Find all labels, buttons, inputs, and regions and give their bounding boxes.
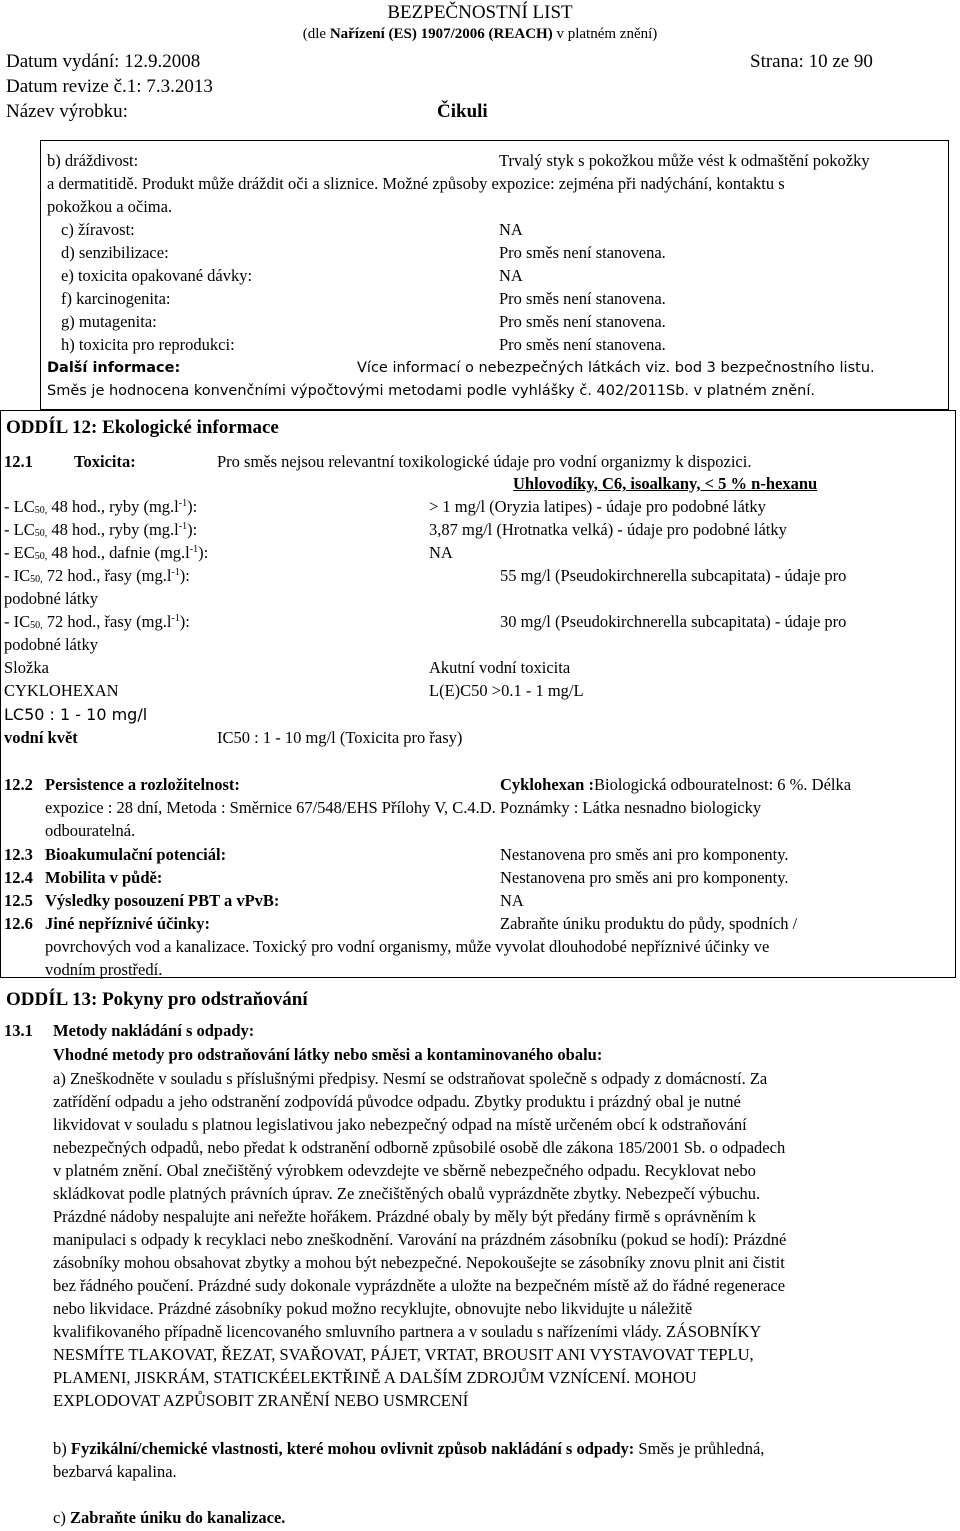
disposal-text-line: zásobníky mohou obsahovat zbytky a mohou být nebezpečné. Nepokoušejte se zásobníky znovu plnit ani čistit [53, 1253, 785, 1272]
disposal-text-line: likvidovat v souladu s platnou legislativou jako nebezpečný odpad na místě určeném obcí k odstraňování [53, 1115, 747, 1134]
other-info-value: Více informací o nebezpečných látkách viz. bod 3 bezpečnostního listu. [357, 360, 875, 376]
tox-value-continuation-1: podobné látky [4, 589, 98, 608]
revision-date: Datum revize č.1: 7.3.2013 [6, 76, 213, 97]
persistence-value-substance: Cyklohexan : [500, 775, 594, 794]
tox-value-ic50-algae-1: 55 mg/l (Pseudokirchnerella subcapitata) - údaje pro [500, 566, 847, 585]
document-title: BEZPEČNOSTNÍ LIST [387, 2, 573, 23]
tox-value-ic50-algae-2: 30 mg/l (Pseudokirchnerella subcapitata) - údaje pro [500, 612, 847, 631]
mutagenicity-label: g) mutagenita: [61, 312, 157, 331]
other-effects-label: Jiné nepříznivé účinky: [45, 914, 211, 933]
physchem-prefix: b) [53, 1439, 71, 1458]
tox-row-ic50-algae-2: - $IC_{50,}$ 72 hod., řasy $(mg.l^{-1})$: [4, 612, 190, 631]
irritancy-continuation-2: pokožkou a očima. [47, 197, 173, 216]
corrosivity-value: NA [499, 220, 523, 239]
carcinogenicity-value: Pro směs není stanovena. [499, 289, 666, 308]
disposal-text-line: Prázdné nádoby nespalujte ani neřežte hořákem. Prázdné obaly by měly být předány firmě s oprávněním k [53, 1207, 756, 1226]
acute-toxicity-label: Akutní vodní toxicita [429, 658, 571, 677]
bioaccumulation-number: 12.3 [4, 845, 33, 864]
disposal-text-line: zatřídění odpadu a jeho odstranění zodpovídá původce odpadu. Zbytky produktu i prázdný obal je nutné [53, 1092, 741, 1111]
pbt-value: NA [500, 891, 524, 910]
tox-row-lc50-fish-1: - $LC_{50,}$ 48 hod., ryby $(mg.l^{-1})$: [4, 497, 198, 516]
section-12-heading: ODDÍL 12: Ekologické informace [6, 417, 279, 438]
irritancy-continuation-1: a dermatitidě. Produkt může dráždit oči a sliznice. Možné způsoby expozice: zejména při nadýchání, kontaktu s [47, 174, 785, 193]
toxicity-label: Toxicita: [74, 452, 136, 471]
toxicity-number: 12.1 [4, 452, 33, 471]
disposal-text-line: EXPLODOVAT AZPŮSOBIT ZRANĚNÍ NEBO USMRCENÍ [53, 1391, 469, 1410]
tox-row-ec50-daphnia: - $EC_{50,}$ 48 hod., dafnie $(mg.l^{-1})$: [4, 543, 209, 562]
sewer-warning-line [53, 1506, 285, 1529]
other-info-label: Další informace: [47, 360, 181, 376]
persistence-value-text: Biologická odbouratelnost: 6 %. Délka [593, 775, 852, 794]
component-name: CYKLOHEXAN [4, 681, 119, 700]
repeated-dose-label: e) toxicita opakované dávky: [61, 266, 253, 285]
sewer-warning-text: Zabraňte úniku do kanalizace. [69, 1508, 286, 1527]
sensitisation-value: Pro směs není stanovena. [499, 243, 666, 262]
lc50-line: LC50 : 1 - 10 mg/l [4, 705, 148, 724]
disposal-text-line: nebezpečných odpadů, nebo předat k odstranění odborně způsobilé osobě dle zákona 185/2001 Sb. o odpadech [53, 1138, 786, 1157]
reproductive-value: Pro směs není stanovena. [499, 335, 666, 354]
disposal-text-line: v platném znění. Obal znečištěný výrobkem odevzdejte ve sběrně nebezpečného odpadu. Recyklovat nebo [53, 1161, 756, 1180]
disposal-methods-heading: Vhodné metody pro odstraňování látky nebo směsi a kontaminovaného obalu: [53, 1045, 603, 1064]
other-effects-continuation-2: vodním prostředí. [45, 960, 163, 979]
other-effects-number: 12.6 [4, 914, 33, 933]
subtitle-regulation: Nařízení (ES) 1907/2006 (REACH) [329, 26, 553, 42]
component-value: L(E)C50 >0.1 - 1 mg/L [429, 681, 584, 700]
component-label: Složka [4, 658, 49, 677]
mutagenicity-value: Pro směs není stanovena. [499, 312, 666, 331]
bioaccumulation-value: Nestanovena pro směs ani pro komponenty. [500, 845, 789, 864]
reproductive-label: h) toxicita pro reprodukci: [61, 335, 235, 354]
carcinogenicity-label: f) karcinogenita: [61, 289, 171, 308]
physchem-properties-line [53, 1437, 764, 1460]
algal-bloom-label: vodní květ [4, 728, 78, 747]
other-effects-continuation-1: povrchových vod a kanalizace. Toxický pro vodní organismy, může vyvolat dlouhodobé nepříznivé účinky ve [45, 937, 770, 956]
product-label: Název výrobku: [6, 101, 128, 122]
persistence-number: 12.2 [4, 775, 33, 794]
method-note: Směs je hodnocena konvenčními výpočtovými metodami podle vyhlášky č. 402/2011Sb. v platném znění. [47, 383, 816, 399]
tox-row-lc50-fish-2: - $LC_{50,}$ 48 hod., ryby $(mg.l^{-1})$: [4, 520, 198, 539]
mobility-label: Mobilita v půdě: [45, 868, 163, 887]
disposal-text-line: PLAMENI, JISKRÁM, STATICKÉELEKTŘINĚ A DALŠÍM ZDROJŮM VZNÍCENÍ. MOHOU [53, 1368, 697, 1387]
disposal-text-line: manipulaci s odpady k recyklaci nebo zneškodnění. Varování na prázdném zásobníku (pokud se hodí): Prázdné [53, 1230, 787, 1249]
tox-value-ec50-daphnia: NA [429, 543, 453, 562]
issue-date: Datum vydání: 12.9.2008 [6, 51, 201, 72]
sewer-warning-prefix: c) [53, 1508, 70, 1527]
toxicity-text: Pro směs nejsou relevantní toxikologické údaje pro vodní organizmy k dispozici. [217, 452, 752, 471]
disposal-text-line: nebo likvidace. Prázdné zásobníky pokud možno recyklujte, obnovujte nebo likvidujte u náležitě [53, 1299, 693, 1318]
bioaccumulation-label: Bioakumulační potenciál: [45, 845, 227, 864]
pbt-label: Výsledky posouzení PBT a vPvB: [45, 891, 280, 910]
physchem-label: Fyzikální/chemické vlastnosti, které mohou ovlivnit způsob nakládání s odpady: [70, 1439, 635, 1458]
section-13-heading: ODDÍL 13: Pokyny pro odstraňování [6, 989, 308, 1010]
disposal-text-line: a) Zneškodněte v souladu s příslušnými předpisy. Nesmí se odstraňovat společně s odpady z domácností. Za [53, 1069, 768, 1088]
persistence-continuation-2: odbouratelná. [45, 821, 136, 840]
waste-methods-number: 13.1 [4, 1021, 33, 1040]
subtitle-suffix: v platném znění) [552, 26, 658, 42]
irritancy-label: b) dráždivost: [47, 151, 139, 170]
tox-value-lc50-fish-2: 3,87 mg/l (Hrotnatka velká) - údaje pro podobné látky [429, 520, 787, 539]
physchem-continuation: bezbarvá kapalina. [53, 1462, 177, 1481]
mobility-number: 12.4 [4, 868, 33, 887]
irritancy-value: Trvalý styk s pokožkou může vést k odmaštění pokožky [499, 151, 870, 170]
product-name: Čikuli [437, 101, 488, 122]
pbt-number: 12.5 [4, 891, 33, 910]
other-effects-value: Zabraňte úniku produktu do půdy, spodních / [500, 914, 798, 933]
regulation-subtitle [0, 24, 960, 44]
repeated-dose-value: NA [499, 266, 523, 285]
persistence-label: Persistence a rozložitelnost: [45, 775, 240, 794]
algal-bloom-value: IC50 : 1 - 10 mg/l (Toxicita pro řasy) [217, 728, 463, 747]
disposal-text-line: bez řádného poučení. Prázdné sudy dokonale vyprázdněte a uložte na bezpečném místě až do řádné regenerace [53, 1276, 786, 1295]
persistence-value [500, 773, 851, 796]
disposal-text-line: NESMÍTE TLAKOVAT, ŘEZAT, SVAŘOVAT, PÁJET, VRTAT, BROUSIT ANI VYSTAVOVAT TEPLU, [53, 1345, 754, 1364]
sensitisation-label: d) senzibilizace: [61, 243, 169, 262]
mobility-value: Nestanovena pro směs ani pro komponenty. [500, 868, 789, 887]
tox-value-lc50-fish-1: > 1 mg/l (Oryzia latipes) - údaje pro podobné látky [429, 497, 766, 516]
persistence-continuation-1: expozice : 28 dní, Metoda : Směrnice 67/548/EHS Přílohy V, C.4.D. Poznámky : Látka nesnadno biologicky [45, 798, 762, 817]
tox-value-continuation-2: podobné látky [4, 635, 98, 654]
hydrocarbon-heading: Uhlovodíky, C6, isoalkany, < 5 % n-hexanu [513, 474, 818, 493]
disposal-text-line: kvalifikovaného případně licencovaného smluvního partnera a v souladu s nařízeními vlády. ZÁSOBNÍKY [53, 1322, 762, 1341]
physchem-value: Směs je průhledná, [634, 1439, 765, 1458]
subtitle-prefix: (dle [302, 26, 330, 42]
tox-row-ic50-algae-1: - $IC_{50,}$ 72 hod., řasy $(mg.l^{-1})$: [4, 566, 190, 585]
disposal-text-line: skládkovat podle platných právních úprav. Ze znečištěných obalů vyprázdněte zbytky. Nebezpečí výbuchu. [53, 1184, 761, 1203]
waste-methods-label: Metody nakládání s odpady: [53, 1021, 255, 1040]
corrosivity-label: c) žíravost: [61, 220, 135, 239]
page-number: Strana: 10 ze 90 [750, 51, 873, 72]
